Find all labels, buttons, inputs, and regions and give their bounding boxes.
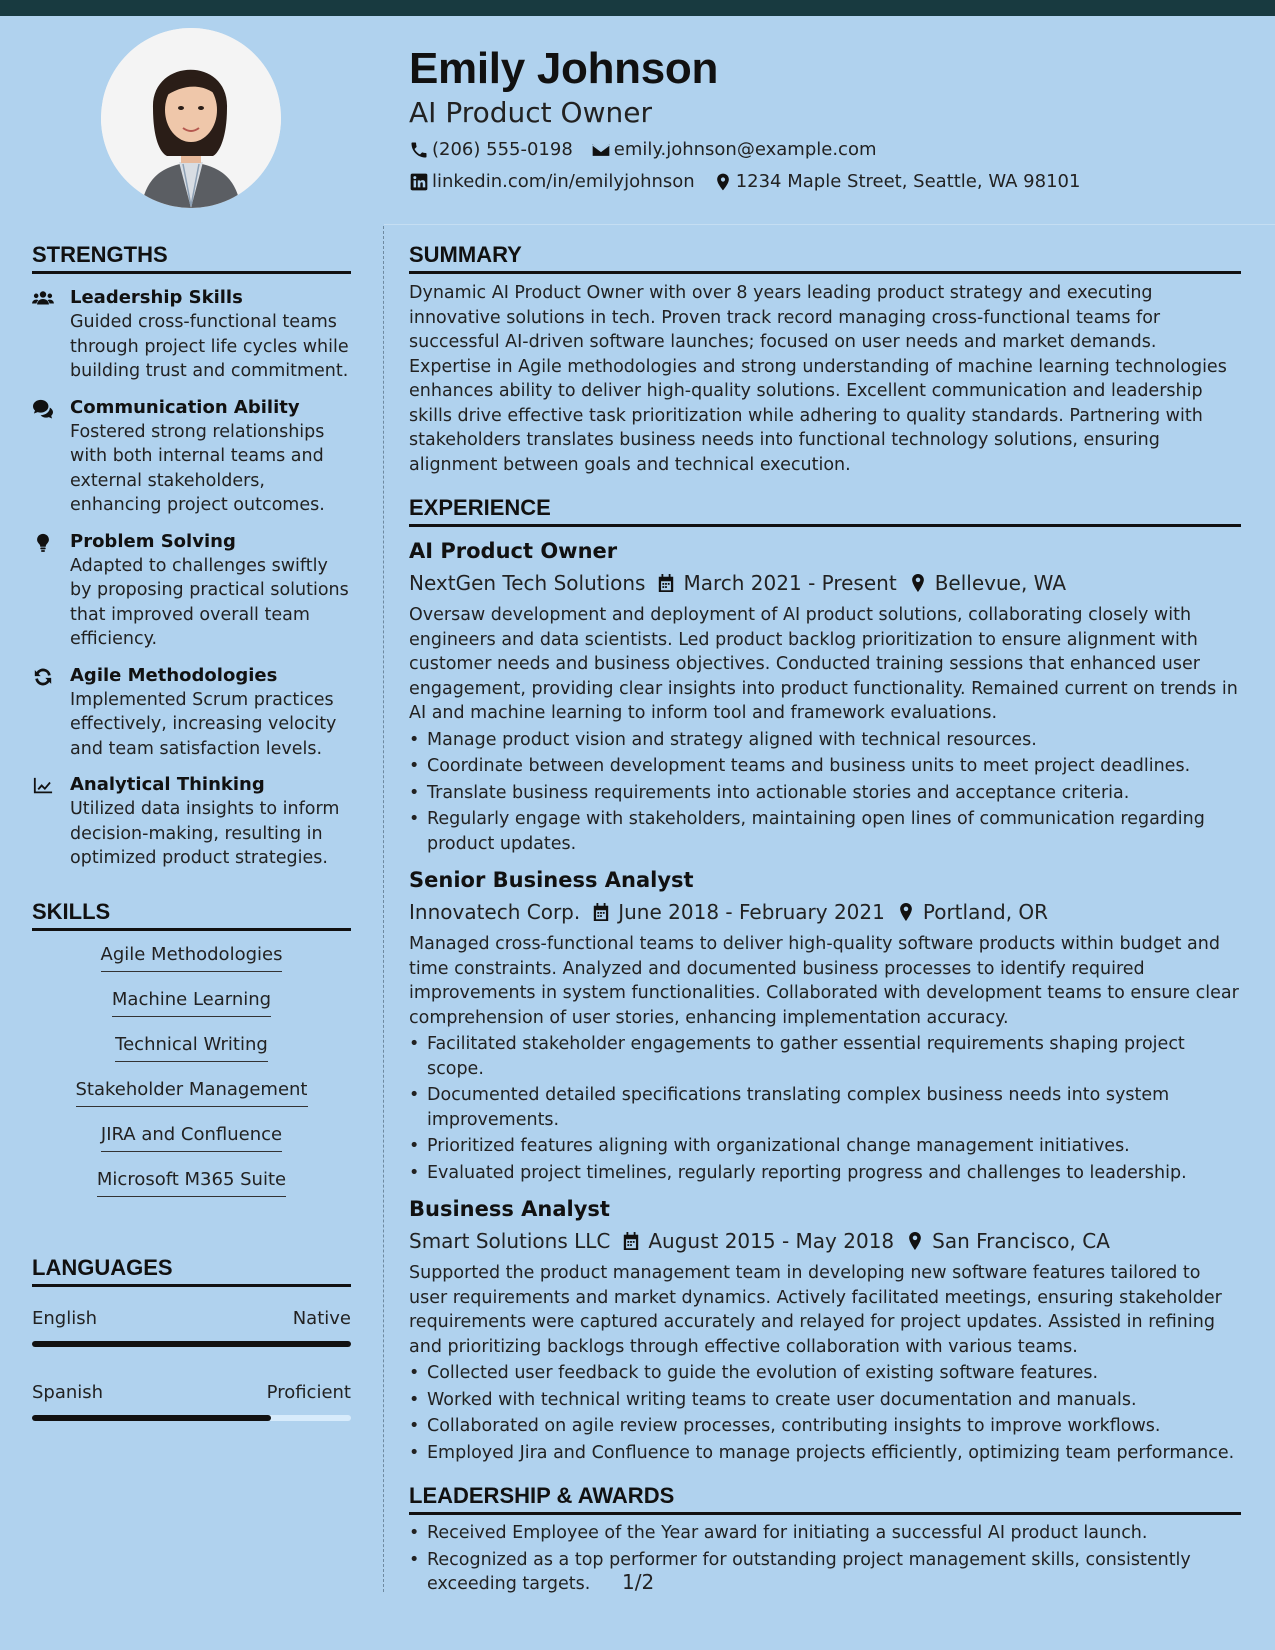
language-proficiency-bar bbox=[32, 1415, 351, 1421]
job-description: Managed cross-functional teams to deliver high-quality software products within budget and time constraints. Analyzed and documented business processes to identify required improvements in system functionalities. Collaborated with development teams to ensure clear comprehension of user stories, enhancing implementation accuracy. bbox=[409, 934, 1239, 1028]
strength-title: Leadership Skills bbox=[70, 287, 243, 308]
language-level: Proficient bbox=[266, 1381, 351, 1403]
job-meta bbox=[409, 1227, 1241, 1255]
list-item: • Prioritized features aligning with organizational change management initiatives. bbox=[427, 1134, 1241, 1159]
list-item: • Facilitated stakeholder engagements to gather essential requirements shaping project scope. bbox=[427, 1032, 1241, 1081]
strength-desc: Utilized data insights to inform decision-making, resulting in optimized product strategies. bbox=[70, 799, 340, 868]
job-bullets bbox=[409, 1361, 1241, 1465]
strength-desc: Fostered strong relationships with both internal teams and external stakeholders, enhancing project outcomes. bbox=[70, 421, 325, 515]
job-dates: August 2015 - May 2018 bbox=[648, 1229, 895, 1253]
experience-heading: EXPERIENCE bbox=[409, 493, 1241, 527]
sidebar bbox=[32, 240, 351, 1421]
summary-heading: SUMMARY bbox=[409, 240, 1241, 274]
email-contact[interactable] bbox=[591, 138, 877, 162]
list-item: • Evaluated project timelines, regularly reporting progress and challenges to leadership. bbox=[427, 1161, 1241, 1186]
skill-tag: Machine Learning bbox=[112, 988, 271, 1017]
strength-title: Communication Ability bbox=[70, 396, 300, 418]
page-number: 1/2 bbox=[622, 1570, 655, 1594]
strength-desc: Implemented Scrum practices effectively, increasing velocity and team satisfaction levels. bbox=[70, 689, 337, 759]
skills-heading: SKILLS bbox=[32, 897, 351, 931]
linkedin-icon bbox=[409, 172, 429, 192]
top-accent-bar bbox=[0, 0, 1275, 16]
language-proficiency-fill bbox=[32, 1415, 271, 1421]
list-item: • Translate business requirements into actionable stories and acceptance criteria. bbox=[427, 781, 1241, 806]
strength-item bbox=[32, 664, 351, 762]
job-entry bbox=[409, 866, 1241, 1185]
job-dates: June 2018 - February 2021 bbox=[618, 900, 885, 924]
linkedin-text[interactable]: linkedin.com/in/emilyjohnson bbox=[432, 171, 695, 192]
strength-title: Problem Solving bbox=[70, 530, 236, 552]
skill-tag: Microsoft M365 Suite bbox=[97, 1168, 286, 1197]
list-item: • Collected user feedback to guide the evolution of existing software features. bbox=[427, 1361, 1241, 1386]
calendar-icon bbox=[622, 1231, 640, 1251]
language-name: Spanish bbox=[32, 1381, 104, 1403]
map-marker-icon bbox=[713, 172, 733, 192]
strength-item bbox=[32, 773, 351, 871]
awards-list bbox=[409, 1521, 1241, 1597]
job-entry bbox=[409, 537, 1241, 856]
job-location: Bellevue, WA bbox=[934, 571, 1067, 595]
list-item: • Documented detailed specifications translating complex business needs into system improvements. bbox=[427, 1083, 1241, 1132]
list-item: • Worked with technical writing teams to create user documentation and manuals. bbox=[427, 1388, 1241, 1413]
phone-contact bbox=[409, 138, 573, 162]
list-item: • Coordinate between development teams and business units to meet project deadlines. bbox=[427, 754, 1241, 779]
job-title: AI Product Owner bbox=[409, 539, 618, 563]
email-text[interactable]: emily.johnson@example.com bbox=[613, 139, 877, 160]
job-bullets bbox=[409, 1032, 1241, 1185]
sync-icon bbox=[32, 667, 54, 687]
header-divider bbox=[384, 224, 1275, 225]
map-marker-icon bbox=[909, 573, 927, 593]
profile-photo bbox=[101, 28, 281, 208]
strength-item bbox=[32, 286, 351, 384]
language-name: English bbox=[32, 1307, 97, 1329]
skill-tag: Stakeholder Management bbox=[76, 1078, 308, 1107]
language-item bbox=[32, 1307, 351, 1347]
job-description: Supported the product management team in developing new software features tailored to user requirements and market dynamics. Actively facilitated meetings, ensuring stakeholder requirements were captured accurately and relayed for project updates. Assisted in refining and prioritizing backlogs through effective collaboration with various teams. bbox=[409, 1263, 1222, 1357]
list-item: • Recognized as a top performer for outstanding project management skills, consistently exceeding targets. bbox=[427, 1548, 1241, 1597]
language-proficiency-fill bbox=[32, 1341, 351, 1347]
awards-heading: LEADERSHIP & AWARDS bbox=[409, 1481, 1241, 1515]
skill-tag: Technical Writing bbox=[115, 1033, 268, 1062]
list-item: • Collaborated on agile review processes, contributing insights to improve workflows. bbox=[427, 1414, 1241, 1439]
job-meta bbox=[409, 898, 1241, 926]
candidate-name: Emily Johnson bbox=[409, 44, 719, 93]
strength-title: Analytical Thinking bbox=[70, 774, 265, 795]
calendar-icon bbox=[657, 573, 675, 593]
strength-item bbox=[32, 530, 351, 652]
users-icon bbox=[32, 289, 54, 309]
comments-icon bbox=[32, 399, 54, 419]
skill-tag: Agile Methodologies bbox=[101, 943, 283, 972]
address-contact bbox=[713, 170, 1081, 194]
phone-text: (206) 555-0198 bbox=[432, 139, 573, 160]
strength-item bbox=[32, 396, 351, 518]
job-dates: March 2021 - Present bbox=[683, 571, 897, 595]
job-title: Senior Business Analyst bbox=[409, 868, 694, 892]
job-location: San Francisco, CA bbox=[932, 1229, 1110, 1253]
phone-icon bbox=[409, 140, 429, 160]
candidate-title: AI Product Owner bbox=[409, 96, 652, 129]
contact-row-1 bbox=[409, 138, 1239, 162]
job-description: Oversaw development and deployment of AI product solutions, collaborating closely with engineers and data scientists. Led product backlog prioritization to ensure alignment with customer needs and business objectives. Conducted training sessions that enhanced user engagement, providing clear insights into product functionality. Remained current on trends in AI and machine learning to inform tool and framework evaluations. bbox=[409, 605, 1238, 723]
job-title: Business Analyst bbox=[409, 1197, 610, 1221]
strength-desc: Guided cross-functional teams through project life cycles while building trust and commitment. bbox=[70, 312, 349, 381]
job-company: Smart Solutions LLC bbox=[409, 1229, 611, 1253]
language-proficiency-bar bbox=[32, 1341, 351, 1347]
strength-desc: Adapted to challenges swiftly by proposing practical solutions that improved overall team efficiency. bbox=[70, 555, 349, 649]
job-location: Portland, OR bbox=[922, 900, 1049, 924]
language-item bbox=[32, 1381, 351, 1421]
calendar-icon bbox=[592, 902, 610, 922]
list-item: • Manage product vision and strategy aligned with technical resources. bbox=[427, 728, 1241, 753]
languages-heading: LANGUAGES bbox=[32, 1253, 351, 1287]
resume-header bbox=[409, 42, 1239, 194]
job-company: Innovatech Corp. bbox=[409, 900, 581, 924]
column-divider bbox=[383, 226, 384, 1592]
map-marker-icon bbox=[906, 1231, 924, 1251]
list-item: • Employed Jira and Confluence to manage projects efficiently, optimizing team performance. bbox=[427, 1441, 1241, 1466]
strength-title: Agile Methodologies bbox=[70, 664, 278, 686]
skill-tag: JIRA and Confluence bbox=[101, 1123, 282, 1152]
job-entry bbox=[409, 1195, 1241, 1465]
job-bullets bbox=[409, 728, 1241, 857]
chart-line-icon bbox=[32, 776, 54, 796]
list-item: • Received Employee of the Year award for initiating a successful AI product launch. bbox=[427, 1521, 1241, 1546]
job-company: NextGen Tech Solutions bbox=[409, 571, 646, 595]
list-item: • Regularly engage with stakeholders, maintaining open lines of communication regarding product updates. bbox=[427, 807, 1241, 856]
main-content bbox=[409, 240, 1241, 1599]
language-level: Native bbox=[292, 1307, 351, 1329]
contact-row-2 bbox=[409, 170, 1239, 194]
envelope-icon bbox=[591, 140, 611, 160]
job-meta bbox=[409, 569, 1241, 597]
strengths-heading: STRENGTHS bbox=[32, 240, 351, 274]
skills-list bbox=[32, 943, 351, 1213]
map-marker-icon bbox=[897, 902, 915, 922]
summary-text: Dynamic AI Product Owner with over 8 years leading product strategy and executing innovative solutions in tech. Proven track record managing cross-functional teams for successful AI-driven software launches; focused on user needs and market demands. Expertise in Agile methodologies and strong understanding of machine learning technologies enhances ability to deliver high-quality solutions. Excellent communication and leadership skills drive effective task prioritization while adhering to quality standards. Partnering with stakeholders translates business needs into functional technology solutions, ensuring alignment between goals and technical execution. bbox=[409, 283, 1227, 475]
lightbulb-icon bbox=[32, 533, 54, 553]
address-text: 1234 Maple Street, Seattle, WA 98101 bbox=[735, 171, 1081, 192]
linkedin-contact[interactable] bbox=[409, 170, 695, 194]
